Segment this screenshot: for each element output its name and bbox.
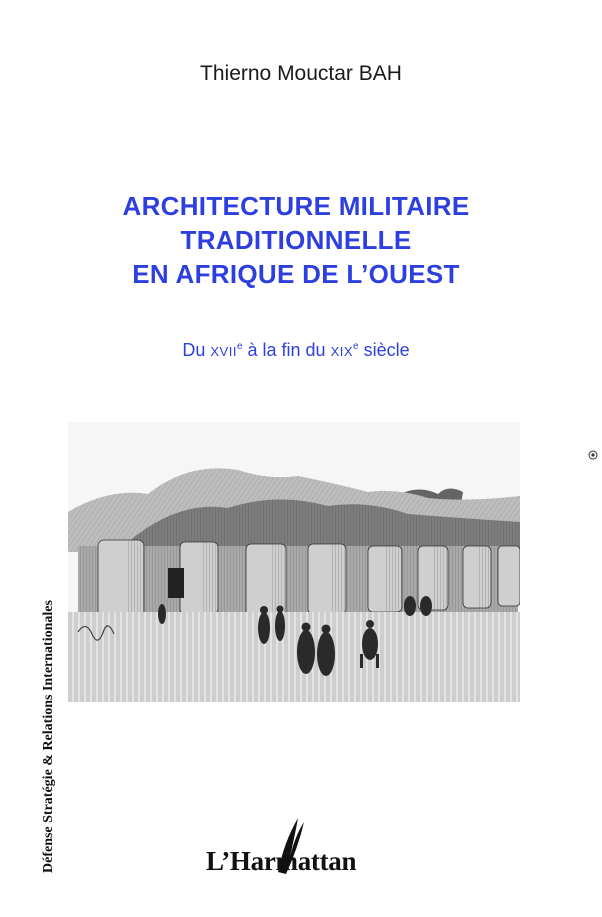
title-line-1: ARCHITECTURE MILITAIRE [122, 191, 470, 221]
series-name: Défense Stratégie & Relations Internationales [41, 600, 56, 873]
century-start-sup: e [236, 341, 243, 352]
book-title [0, 189, 592, 291]
subtitle-suffix: siècle [358, 340, 410, 360]
subtitle [0, 340, 592, 361]
subtitle-middle: à la fin du [242, 340, 331, 360]
century-end-sup: e [353, 341, 359, 352]
century-end: XIX [330, 344, 354, 359]
century-start: XVII [210, 344, 237, 359]
title-line-3: EN AFRIQUE DE L’OUEST [132, 259, 460, 289]
subtitle-prefix: Du [182, 340, 211, 360]
engraving-illustration [68, 422, 520, 702]
registration-mark-icon [588, 450, 598, 460]
author-name: Thierno Mouctar BAH [200, 62, 402, 85]
title-line-2: TRADITIONNELLE [180, 225, 412, 255]
publisher-name: L’Harmattan [206, 846, 357, 876]
publisher-logo [206, 812, 386, 882]
